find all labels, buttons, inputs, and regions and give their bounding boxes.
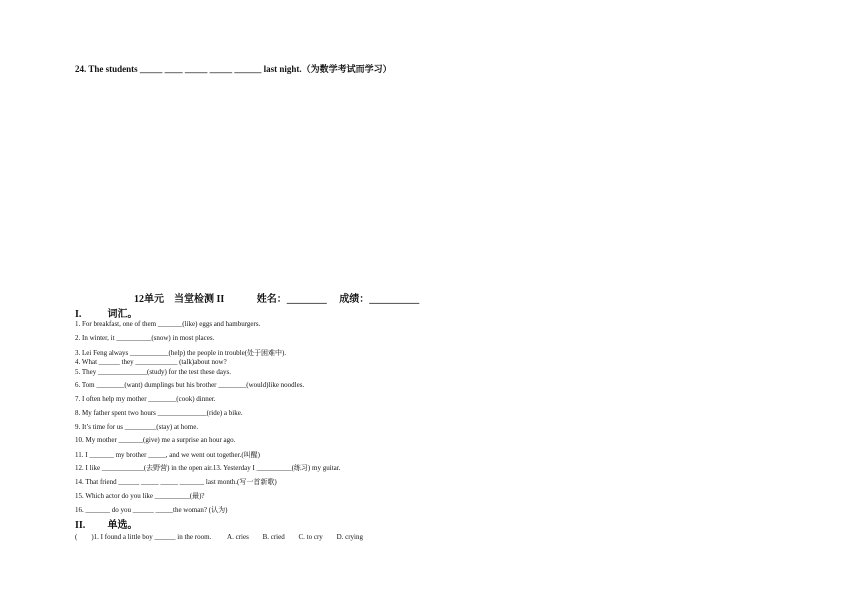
section-vocabulary-heading	[75, 305, 138, 320]
vocab-item-3: 3. Lei Feng always ___________(help) the people in trouble(处于困难中).	[75, 349, 287, 357]
worksheet-header	[134, 290, 419, 305]
vocab-item-14: 14. That friend ______ _____ _____ _______ last month.(写一首新歌)	[75, 478, 277, 486]
mc-option-b: B. cried	[262, 533, 285, 541]
mc-option-c: C. to cry	[298, 533, 323, 541]
mc-question-text: ( )1. I found a little boy ______ in the room.	[75, 533, 212, 541]
vocab-item-7: 7. I often help my mother ________(cook) dinner.	[75, 395, 216, 403]
mc-question-1	[75, 532, 363, 542]
vocab-item-9: 9. It’s time for us _________(stay) at home.	[75, 423, 199, 431]
vocab-item-8: 8. My father spent two hours ______________(ride) a bike.	[75, 409, 243, 417]
section-title: 词汇。	[107, 309, 138, 320]
vocab-item-10: 10. My mother _______(give) me a surprise an hour ago.	[75, 436, 236, 444]
vocab-item-15: 15. Which actor do you like __________(最)?	[75, 492, 205, 500]
vocab-item-5: 5. They ______________(study) for the test these days.	[75, 368, 231, 376]
name-field: 姓名：________	[256, 294, 327, 305]
section-multiple-choice-heading	[75, 516, 138, 531]
vocab-item-4: 4. What ______ they ____________ (talk)about now?	[75, 358, 227, 366]
mc-option-d: D. crying	[336, 533, 364, 541]
vocab-item-12-13: 12. I like ____________(去野营) in the open air.13. Yesterday I __________(练习) my guitar.	[75, 464, 341, 472]
vocab-item-16: 16. _______ do you ______ _____the woman? (认为)	[75, 506, 228, 514]
page-title: 12单元 当堂检测 II	[134, 294, 225, 305]
section-number: II.	[75, 520, 86, 531]
vocab-item-1: 1. For breakfast, one of them _______(like) eggs and hamburgers.	[75, 320, 261, 328]
score-field: 成绩：__________	[339, 294, 420, 305]
vocab-item-6: 6. Tom ________(want) dumplings but his brother ________(would)like noodles.	[75, 381, 305, 389]
vocab-item-2: 2. In winter, it __________(snow) in most places.	[75, 334, 215, 342]
vocab-item-11: 11. I _______ my brother _____, and we went out together.(叫醒)	[75, 451, 261, 459]
section-title: 单选。	[107, 520, 138, 531]
section-number: I.	[75, 309, 82, 320]
mc-option-a: A. cries	[227, 533, 249, 541]
question-24: 24. The students _____ ____ _____ _____ ______ last night.（为数学考试而学习）	[75, 64, 392, 74]
